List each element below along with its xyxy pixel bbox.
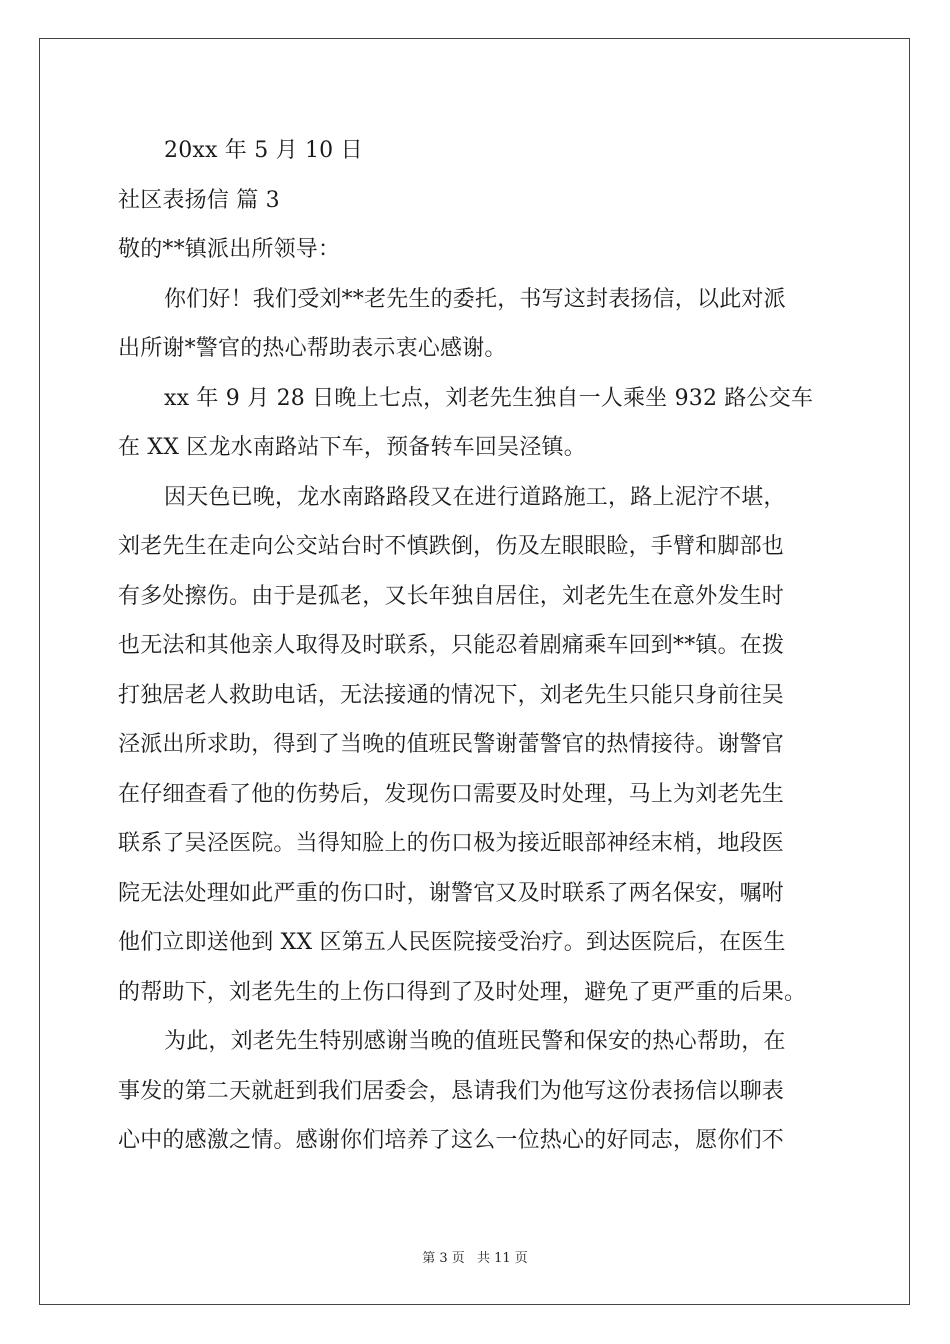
paragraph-3 <box>118 473 838 1018</box>
paragraph-4 <box>118 1017 838 1166</box>
text-line: 院无法处理如此严重的伤口时，谢警官又及时联系了两名保安，嘱咐 <box>118 880 785 906</box>
text-line: 泾派出所求助，得到了当晚的值班民警谢蕾警官的热情接待。谢警官 <box>118 732 785 757</box>
text-line: 的帮助下，刘老先生的上伤口得到了及时处理，避免了更严重的后果。 <box>118 979 807 1005</box>
paragraph-2 <box>118 374 838 473</box>
text-line: xx 年 9 月 28 日晚上七点，刘老先生独自一人乘坐 932 路公交车 <box>164 385 814 411</box>
text-line: 出所谢*警官的热心帮助表示衷心感谢。 <box>118 336 507 361</box>
text-line: 也无法和其他亲人取得及时联系，只能忍着剧痛乘车回到**镇。在拨 <box>118 633 785 658</box>
page-footer <box>0 1247 950 1266</box>
text-line: 因天色已晚，龙水南路路段又在进行道路施工，路上泥泞不堪， <box>164 484 786 510</box>
text-line: 心中的感激之情。感谢你们培养了这么一位热心的好同志，愿你们不 <box>118 1128 785 1153</box>
text-line: 为此，刘老先生特别感谢当晚的值班民警和保安的热心帮助，在 <box>164 1029 786 1054</box>
page-number: 第 3 页 <box>422 1251 465 1266</box>
text-line: 在仔细查看了他的伤势后，发现伤口需要及时处理，马上为刘老先生 <box>118 781 785 807</box>
section-title: 社区表扬信 篇 3 <box>118 187 280 213</box>
paragraph-1 <box>118 275 838 374</box>
text-line: 联系了吴泾医院。当得知脸上的伤口极为接近眼部神经末梢，地段医 <box>118 831 785 856</box>
page-total: 共 11 页 <box>476 1251 528 1266</box>
text-line: 刘老先生在走向公交站台时不慎跌倒，伤及左眼眼睑，手臂和脚部也 <box>118 534 785 559</box>
salutation: 敬的**镇派出所领导： <box>118 237 341 262</box>
text-line: 事发的第二天就赶到我们居委会，恳请我们为他写这份表扬信以聊表 <box>118 1078 785 1104</box>
text-line: 打独居老人救助电话，无法接通的情况下，刘老先生只能只身前往吴 <box>118 682 785 708</box>
text-line: 在 XX 区龙水南路站下车，预备转车回吴泾镇。 <box>118 435 586 460</box>
text-line: 他们立即送他到 XX 区第五人民医院接受治疗。到达医院后，在医生 <box>118 930 786 955</box>
text-line: 你们好！我们受刘**老先生的委托，书写这封表扬信，以此对派 <box>164 286 786 312</box>
date-line: 20xx 年 5 月 10 日 <box>164 138 363 163</box>
text-line: 有多处擦伤。由于是孤老，又长年独自居住，刘老先生在意外发生时 <box>118 583 785 609</box>
letter-body <box>118 126 838 1166</box>
